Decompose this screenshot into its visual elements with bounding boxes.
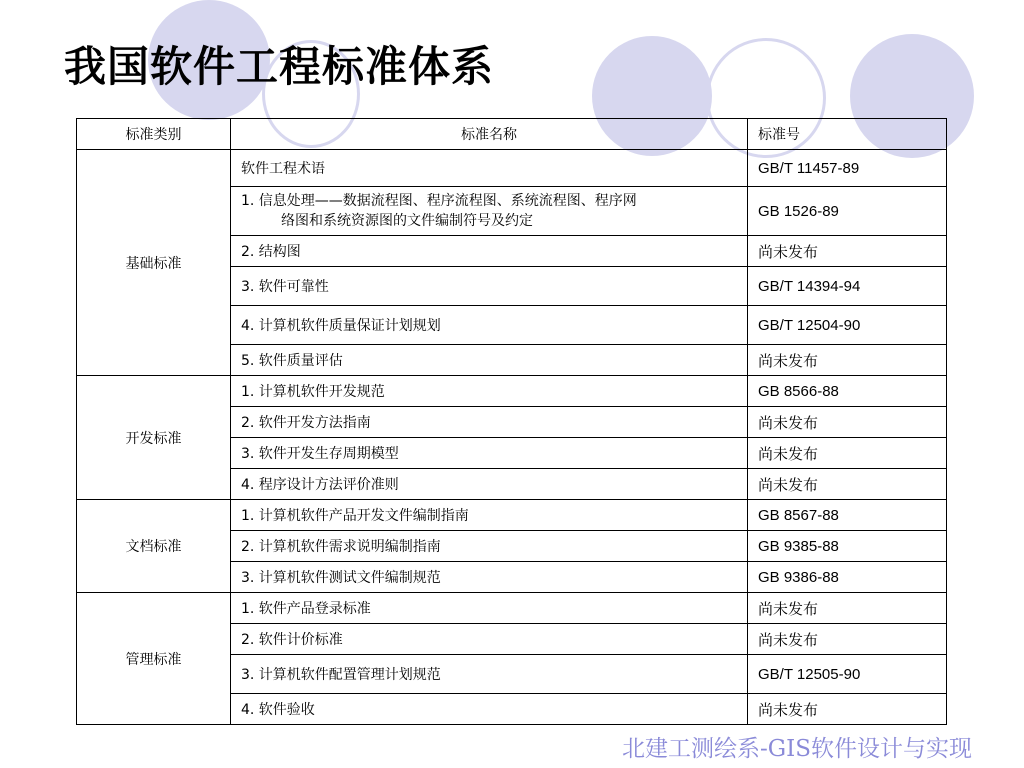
standard-code: 尚未发布 bbox=[748, 407, 947, 438]
standard-code: 尚未发布 bbox=[748, 593, 947, 624]
standard-name-line1: 1. 信息处理——数据流程图、程序流程图、系统流程图、程序网 bbox=[241, 193, 637, 209]
standard-name: 3. 软件开发生存周期模型 bbox=[231, 438, 748, 469]
standard-code: 尚未发布 bbox=[748, 694, 947, 725]
category-cell: 基础标准 bbox=[77, 150, 231, 376]
standard-code: 尚未发布 bbox=[748, 236, 947, 267]
standard-name bbox=[231, 187, 748, 236]
standard-code: GB/T 12504-90 bbox=[748, 306, 947, 345]
footer-text: 北建工测绘系-GIS软件设计与实现 bbox=[622, 736, 972, 762]
standard-name: 软件工程术语 bbox=[231, 150, 748, 187]
table-row bbox=[77, 500, 947, 531]
standard-name-line2: 络图和系统资源图的文件编制符号及约定 bbox=[281, 213, 533, 229]
standard-code: 尚未发布 bbox=[748, 469, 947, 500]
standard-code: GB 9386-88 bbox=[748, 562, 947, 593]
standard-name: 4. 软件验收 bbox=[231, 694, 748, 725]
slide-title: 我国软件工程标准体系 bbox=[64, 42, 495, 91]
standard-code: 尚未发布 bbox=[748, 345, 947, 376]
standards-table bbox=[76, 118, 947, 725]
standard-name: 1. 计算机软件开发规范 bbox=[231, 376, 748, 407]
standard-code: GB 8566-88 bbox=[748, 376, 947, 407]
standard-name: 3. 计算机软件测试文件编制规范 bbox=[231, 562, 748, 593]
standard-name: 3. 软件可靠性 bbox=[231, 267, 748, 306]
table-row bbox=[77, 593, 947, 624]
standard-code: GB/T 11457-89 bbox=[748, 150, 947, 187]
header-name: 标准名称 bbox=[231, 119, 748, 150]
standard-code: 尚未发布 bbox=[748, 624, 947, 655]
table-header-row bbox=[77, 119, 947, 150]
standard-name: 2. 软件计价标准 bbox=[231, 624, 748, 655]
header-code: 标准号 bbox=[748, 119, 947, 150]
table-row bbox=[77, 150, 947, 187]
standard-name: 2. 结构图 bbox=[231, 236, 748, 267]
standard-code: GB/T 12505-90 bbox=[748, 655, 947, 694]
category-cell: 文档标准 bbox=[77, 500, 231, 593]
header-category: 标准类别 bbox=[77, 119, 231, 150]
standard-code: GB 8567-88 bbox=[748, 500, 947, 531]
standard-code: GB/T 14394-94 bbox=[748, 267, 947, 306]
standard-name: 2. 计算机软件需求说明编制指南 bbox=[231, 531, 748, 562]
standard-name: 1. 软件产品登录标准 bbox=[231, 593, 748, 624]
category-cell: 管理标准 bbox=[77, 593, 231, 725]
standard-name: 2. 软件开发方法指南 bbox=[231, 407, 748, 438]
table-row bbox=[77, 376, 947, 407]
standard-name: 4. 程序设计方法评价准则 bbox=[231, 469, 748, 500]
standard-name: 4. 计算机软件质量保证计划规划 bbox=[231, 306, 748, 345]
standard-code: 尚未发布 bbox=[748, 438, 947, 469]
standard-name: 5. 软件质量评估 bbox=[231, 345, 748, 376]
standard-code: GB 9385-88 bbox=[748, 531, 947, 562]
category-cell: 开发标准 bbox=[77, 376, 231, 500]
standard-name: 1. 计算机软件产品开发文件编制指南 bbox=[231, 500, 748, 531]
standard-name: 3. 计算机软件配置管理计划规范 bbox=[231, 655, 748, 694]
standard-code: GB 1526-89 bbox=[748, 187, 947, 236]
